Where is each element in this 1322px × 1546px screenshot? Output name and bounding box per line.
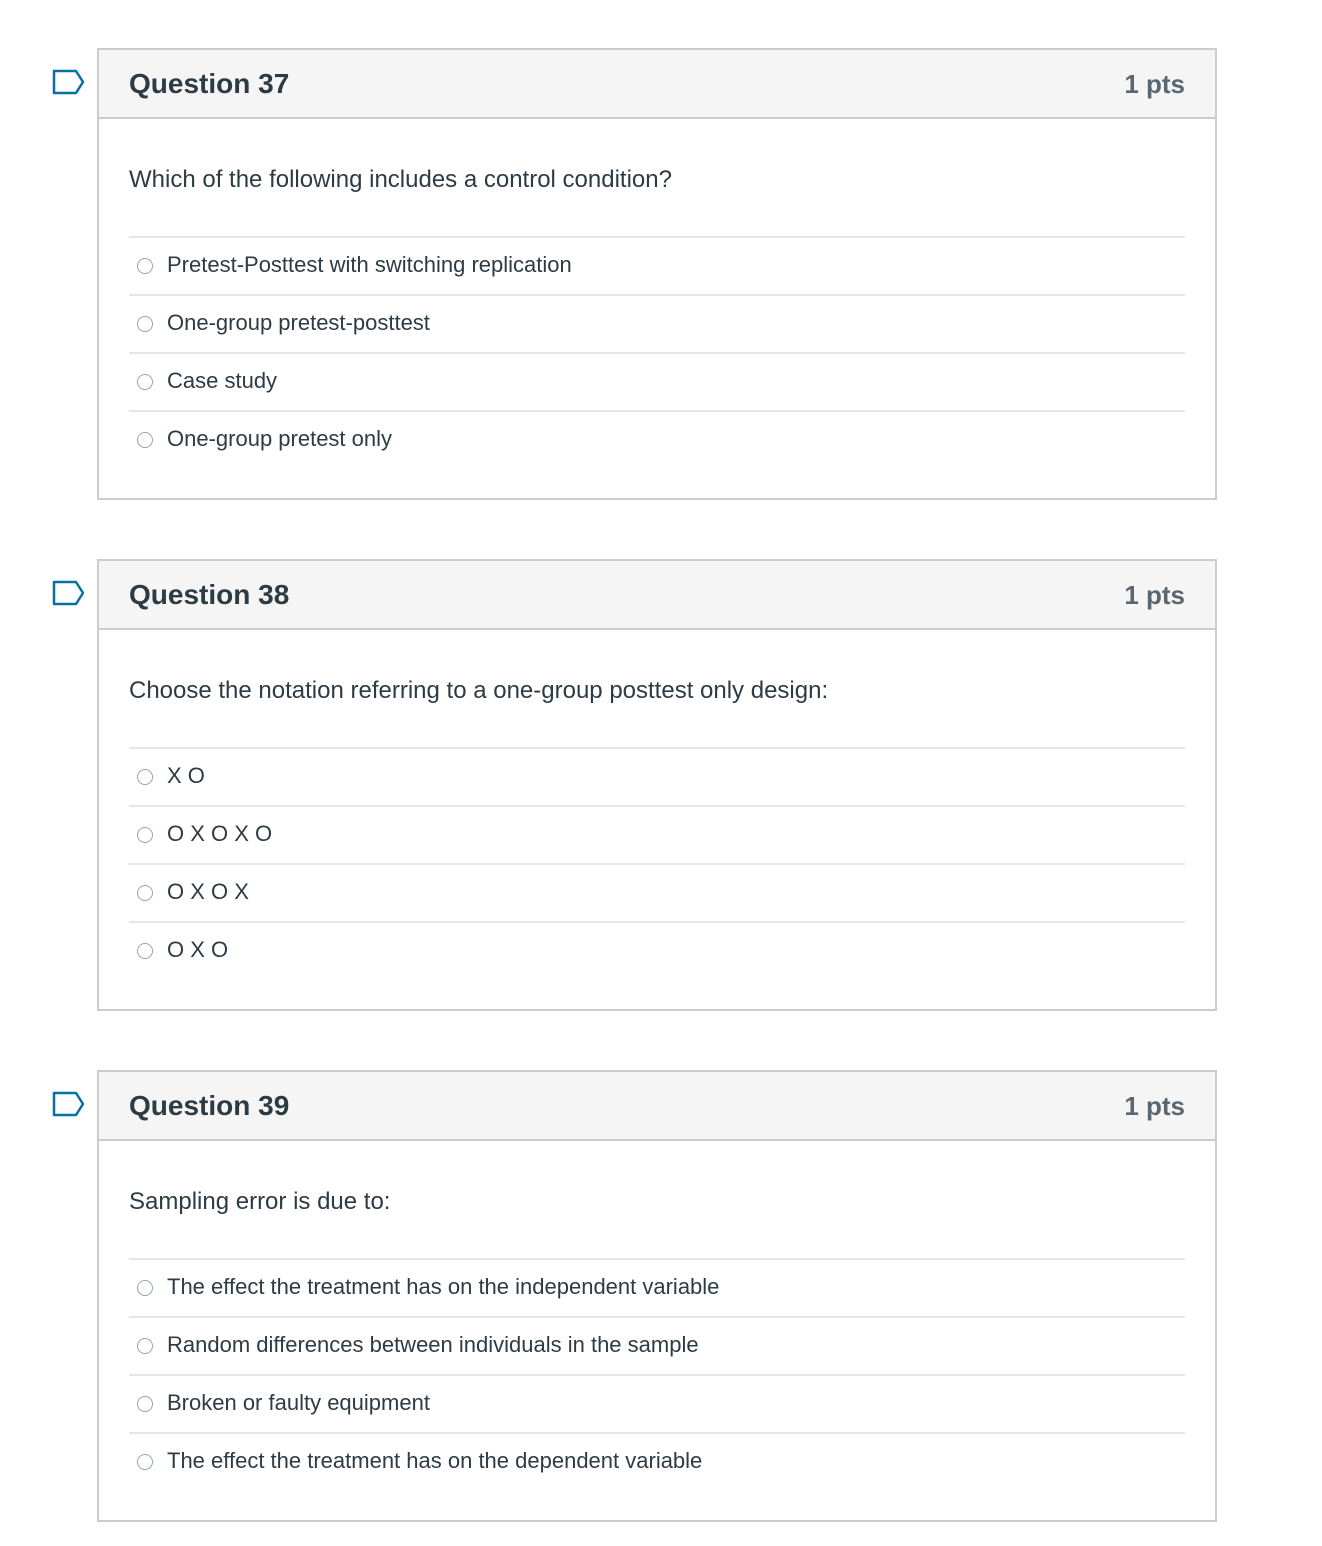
answer-label[interactable]: X O xyxy=(167,763,205,788)
answer-option[interactable] xyxy=(129,865,1185,923)
flag-question-icon[interactable] xyxy=(52,580,86,606)
answer-option[interactable] xyxy=(129,354,1185,412)
answer-option[interactable] xyxy=(129,238,1185,296)
question-body xyxy=(99,1141,1215,1520)
radio-button[interactable] xyxy=(137,769,153,785)
radio-button[interactable] xyxy=(137,827,153,843)
question-points: 1 pts xyxy=(1124,580,1185,610)
radio-button[interactable] xyxy=(137,1396,153,1412)
answer-label[interactable]: One-group pretest-posttest xyxy=(167,310,430,335)
question-points: 1 pts xyxy=(1124,69,1185,99)
answer-list xyxy=(129,236,1185,468)
flag-question-icon[interactable] xyxy=(52,1091,86,1117)
answer-list xyxy=(129,1258,1185,1490)
radio-button[interactable] xyxy=(137,432,153,448)
flag-question-icon[interactable] xyxy=(52,69,86,95)
answer-label[interactable]: O X O X O xyxy=(167,821,273,846)
radio-button[interactable] xyxy=(137,1280,153,1296)
question-card xyxy=(97,1070,1217,1522)
answer-label[interactable]: The effect the treatment has on the independent variable xyxy=(167,1274,720,1299)
radio-button[interactable] xyxy=(137,1338,153,1354)
question-header xyxy=(99,50,1215,119)
answer-label[interactable]: One-group pretest only xyxy=(167,426,393,451)
question-prompt: Sampling error is due to: xyxy=(129,1188,391,1215)
question-prompt: Which of the following includes a control condition? xyxy=(129,166,672,193)
question-title: Question 37 xyxy=(129,68,290,99)
answer-option[interactable] xyxy=(129,749,1185,807)
answer-label[interactable]: O X O X xyxy=(167,879,249,904)
radio-button[interactable] xyxy=(137,885,153,901)
answer-option[interactable] xyxy=(129,1434,1185,1490)
answer-option[interactable] xyxy=(129,412,1185,468)
question-prompt: Choose the notation referring to a one-group posttest only design: xyxy=(129,677,829,704)
question-card xyxy=(97,48,1217,500)
question-points: 1 pts xyxy=(1124,1091,1185,1121)
answer-option[interactable] xyxy=(129,296,1185,354)
answer-option[interactable] xyxy=(129,1376,1185,1434)
question-body xyxy=(99,630,1215,1009)
answer-label[interactable]: O X O xyxy=(167,937,229,962)
answer-list xyxy=(129,747,1185,979)
answer-label[interactable]: The effect the treatment has on the dependent variable xyxy=(167,1448,703,1473)
answer-label[interactable]: Case study xyxy=(167,368,278,393)
question-title: Question 38 xyxy=(129,579,290,610)
answer-option[interactable] xyxy=(129,807,1185,865)
question-card xyxy=(97,559,1217,1011)
question-title: Question 39 xyxy=(129,1090,290,1121)
question-header xyxy=(99,561,1215,630)
question-header xyxy=(99,1072,1215,1141)
radio-button[interactable] xyxy=(137,316,153,332)
radio-button[interactable] xyxy=(137,1454,153,1470)
answer-label[interactable]: Broken or faulty equipment xyxy=(167,1390,430,1415)
answer-option[interactable] xyxy=(129,1260,1185,1318)
answer-label[interactable]: Pretest-Posttest with switching replication xyxy=(167,252,572,277)
answer-label[interactable]: Random differences between individuals in the sample xyxy=(167,1332,699,1357)
question-body xyxy=(99,119,1215,498)
radio-button[interactable] xyxy=(137,374,153,390)
radio-button[interactable] xyxy=(137,258,153,274)
radio-button[interactable] xyxy=(137,943,153,959)
answer-option[interactable] xyxy=(129,923,1185,979)
answer-option[interactable] xyxy=(129,1318,1185,1376)
